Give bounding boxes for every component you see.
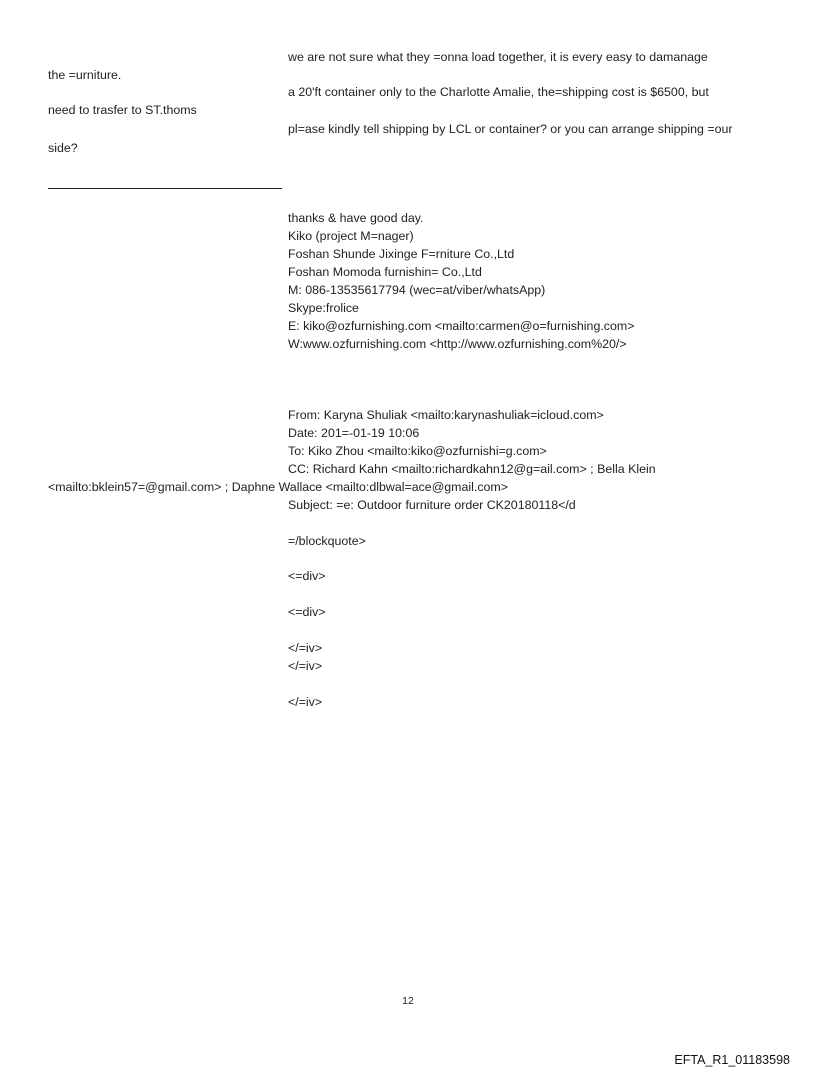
quoted-date: Date: 201=-01-19 10:06 [288, 426, 420, 440]
body-line-3: pl=ase kindly tell shipping by LCL or container? or you can arrange shipping =our [288, 122, 733, 136]
residue-div-close-3: </=iv> [288, 695, 323, 709]
body-line-1-continuation: the =urniture. [48, 68, 122, 82]
body-line-1: we are not sure what they =onna load together, it is every easy to damanage [288, 50, 708, 64]
residue-div-close-2: </=iv> [288, 659, 323, 673]
bates-number: EFTA_R1_01183598 [674, 1053, 790, 1067]
signature-website: W:www.ozfurnishing.com <http://www.ozfurnishing.com%20/> [288, 337, 627, 351]
signature-company-1: Foshan Shunde Jixinge F=rniture Co.,Ltd [288, 247, 515, 261]
signature-name: Kiko (project M=nager) [288, 229, 414, 243]
signature-divider [48, 188, 282, 189]
residue-div-open-2: <=div> [288, 605, 326, 619]
signature-skype: Skype:frolice [288, 301, 359, 315]
signature-email: E: kiko@ozfurnishing.com <mailto:carmen@o=furnishing.com> [288, 319, 635, 333]
quoted-subject: Subject: =e: Outdoor furniture order CK20180118</d [288, 498, 576, 512]
signature-closing: thanks & have good day. [288, 211, 424, 225]
residue-div-open-1: <=div> [288, 569, 326, 583]
quoted-from: From: Karyna Shuliak <mailto:karynashuliak=icloud.com> [288, 408, 604, 422]
body-line-2: a 20'ft container only to the Charlotte Amalie, the=shipping cost is $6500, but [288, 85, 709, 99]
signature-mobile: M: 086-13535617794 (wec=at/viber/whatsApp) [288, 283, 546, 297]
quoted-cc-continuation: <mailto:bklein57=@gmail.com> ; Daphne Wallace <mailto:dlbwal=ace@gmail.com> [48, 480, 508, 494]
signature-company-2: Foshan Momoda furnishin= Co.,Ltd [288, 265, 482, 279]
body-line-3-continuation: side? [48, 141, 78, 155]
quoted-cc: CC: Richard Kahn <mailto:richardkahn12@g=ail.com> ; Bella Klein [288, 462, 656, 476]
residue-blockquote-close: =/blockquote> [288, 534, 366, 548]
quoted-to: To: Kiko Zhou <mailto:kiko@ozfurnishi=g.com> [288, 444, 547, 458]
body-line-2-continuation: need to trasfer to ST.thoms [48, 103, 197, 117]
page-number: 12 [402, 995, 414, 1007]
residue-div-close-1: </=iv> [288, 641, 323, 655]
